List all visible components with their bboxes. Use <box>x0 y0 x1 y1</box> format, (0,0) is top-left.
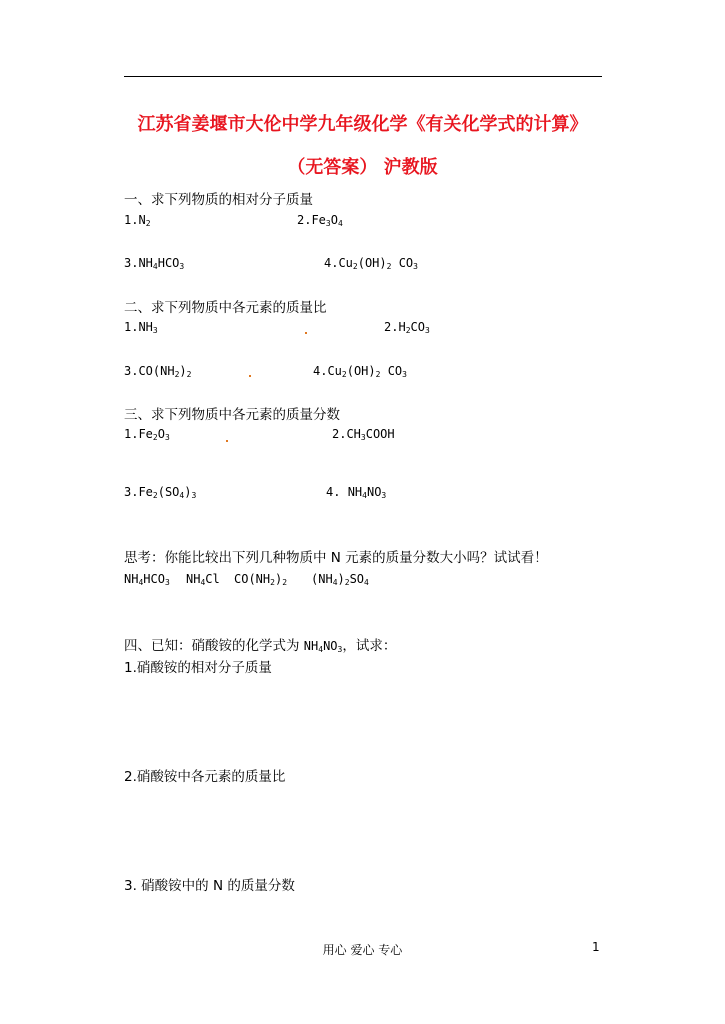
think-formula-1: $NH_4HCO_3$ <box>124 572 170 587</box>
section4-heading-post: ，试求： <box>342 638 397 654</box>
section4-question-3: 3. 硝酸铵中的 N 的质量分数 <box>124 878 295 894</box>
section2-item-3: $3.CO(NH_2)_2$ <box>124 364 192 379</box>
section3-item-3: $3.Fe_2(SO_4)_3$ <box>124 485 197 500</box>
section3-item-4: 4. $NH_4NO_3$ <box>326 485 387 500</box>
stray-mark <box>249 375 251 377</box>
document-title: 江苏省姜堰市大伦中学九年级化学《有关化学式的计算》 <box>137 114 588 135</box>
section4-question-1: 1.硝酸铵的相对分子质量 <box>124 660 272 676</box>
section2-item-2: $2.H_2CO_3$ <box>384 320 430 335</box>
document-subtitle: （无答案） 沪教版 <box>287 157 438 178</box>
section1-item-4: $4.Cu_2(OH)_2$ $CO_3$ <box>324 256 418 271</box>
section1-item-1: $1.N_2$ <box>124 213 151 228</box>
footer-motto: 用心 爱心 专心 <box>322 943 403 957</box>
stray-mark <box>305 332 307 334</box>
section1-item-2: $2.Fe_3O_4$ <box>297 213 343 228</box>
section4-heading-formula: $NH_4NO_3$ <box>303 639 343 654</box>
section3-item-1: $1.Fe_2O_3$ <box>124 427 170 442</box>
section3-heading: 三、求下列物质中各元素的质量分数 <box>124 407 340 423</box>
think-formula-4: $(NH_4)_2SO_4$ <box>311 572 369 587</box>
think-formula-3: $CO(NH_2)_2$ <box>234 572 288 587</box>
section1-item-3: $3.NH_4HCO_3$ <box>124 256 185 271</box>
section3-item-2: $2.CH_3COOH$ <box>332 427 395 442</box>
section2-item-4: $4.Cu_2(OH)_2$ $CO_3$ <box>313 364 407 379</box>
think-formula-2: $NH_4Cl$ <box>186 572 220 587</box>
stray-mark <box>226 440 228 442</box>
header-rule <box>124 76 602 77</box>
section4-question-2: 2.硝酸铵中各元素的质量比 <box>124 769 286 785</box>
think-question: 思考：你能比较出下列几种物质中 N 元素的质量分数大小吗？试试看！ <box>124 550 548 566</box>
section1-heading: 一、求下列物质的相对分子质量 <box>124 192 313 208</box>
section2-item-1: $1.NH_3$ <box>124 320 158 335</box>
section4-heading-pre: 四、已知：硝酸铵的化学式为 <box>124 638 304 654</box>
section2-heading: 二、求下列物质中各元素的质量比 <box>124 300 327 316</box>
section4-heading <box>124 634 396 654</box>
page-number: 1 <box>592 940 600 954</box>
